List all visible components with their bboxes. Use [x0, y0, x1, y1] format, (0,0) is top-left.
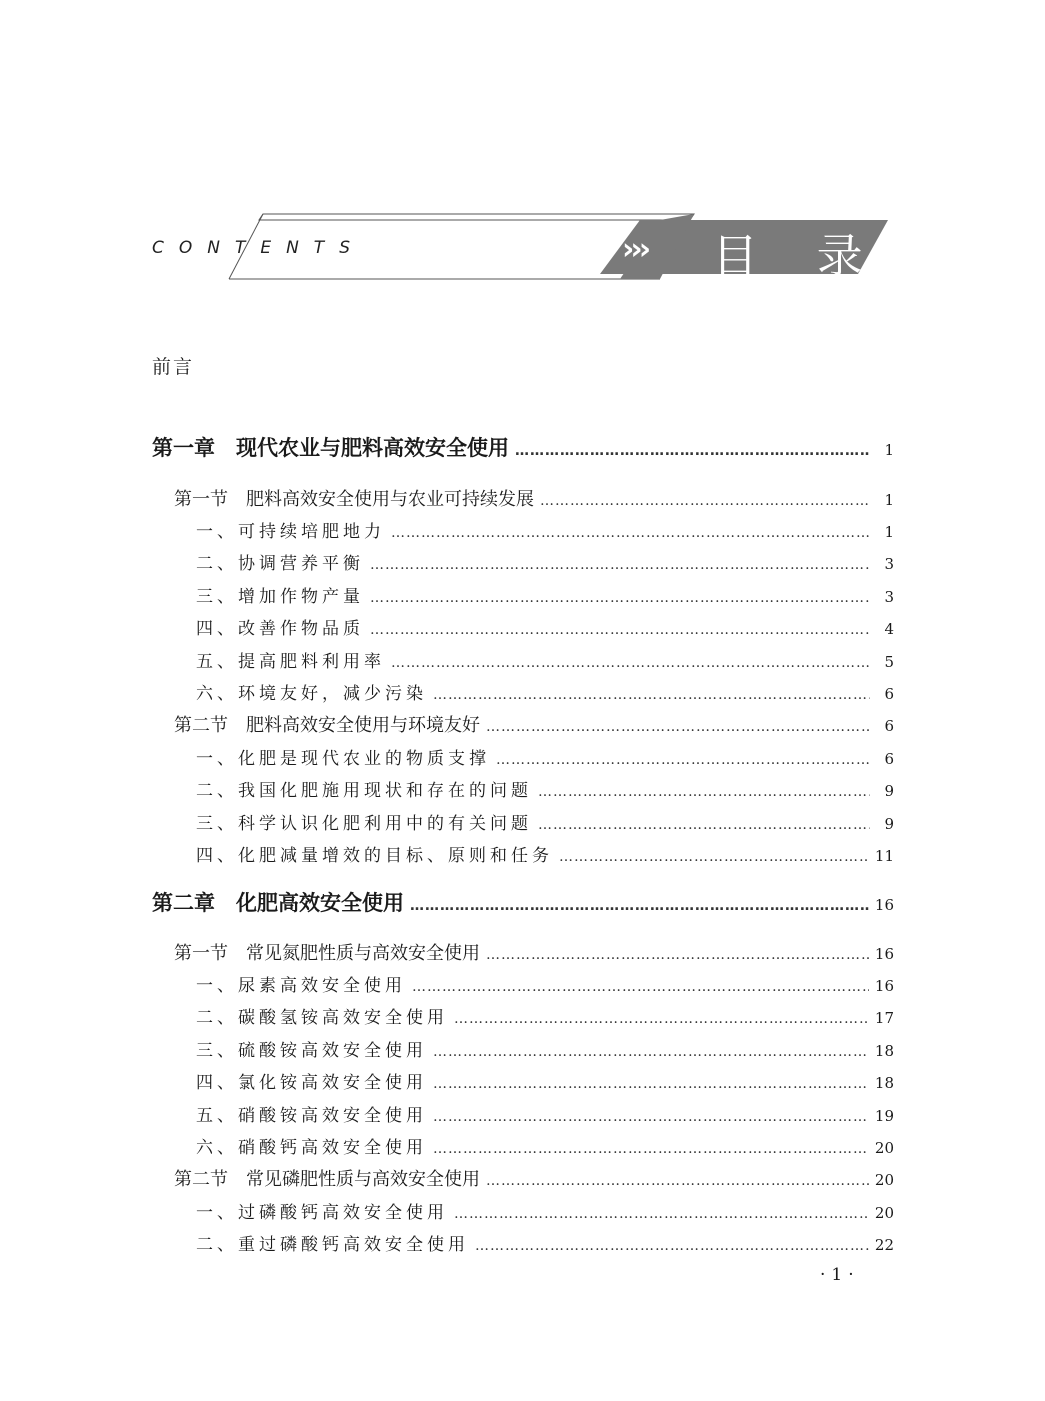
toc-leader [486, 1173, 869, 1189]
toc-label: 第一节 肥料高效安全使用与农业可持续发展 [174, 489, 534, 510]
toc-label: 六、硝酸钙高效安全使用 [196, 1138, 427, 1158]
toc-section[interactable] [174, 485, 894, 511]
toc-label: 第一节 常见氮肥性质与高效安全使用 [174, 943, 480, 964]
toc-page: 3 [884, 588, 894, 606]
toc-label: 第二节 肥料高效安全使用与环境友好 [174, 715, 480, 736]
toc-item[interactable] [196, 517, 894, 542]
toc-item[interactable] [196, 1230, 894, 1255]
toc-item[interactable] [196, 1198, 894, 1223]
toc-label: 三、增加作物产量 [196, 587, 364, 607]
toc-label: 一、过磷酸钙高效安全使用 [196, 1203, 448, 1223]
toc-leader [391, 655, 870, 671]
toc-leader [370, 557, 870, 573]
toc-leader [433, 1109, 869, 1125]
toc-page: 17 [874, 1009, 894, 1027]
toc-item[interactable] [196, 1068, 894, 1093]
toc-section[interactable] [174, 939, 894, 965]
toc-label: 二、协调营养平衡 [196, 554, 364, 574]
toc-leader [496, 752, 870, 768]
toc-leader [515, 443, 870, 459]
toc-item[interactable] [196, 841, 894, 866]
toc-label: 二、碳酸氢铵高效安全使用 [196, 1008, 448, 1028]
toc-label: 五、提高肥料利用率 [196, 652, 385, 672]
toc-item[interactable] [196, 1133, 894, 1158]
toc-page: 6 [884, 750, 894, 768]
toc-leader [540, 493, 870, 509]
toc-item[interactable] [196, 647, 894, 672]
toc-item[interactable] [196, 1101, 894, 1126]
toc-leader [433, 687, 870, 703]
toc-leader [538, 817, 870, 833]
toc-leader [410, 898, 869, 914]
toc-label: 第一章 现代农业与肥料高效安全使用 [152, 436, 509, 460]
toc-label: 三、硫酸铵高效安全使用 [196, 1041, 427, 1061]
toc-leader [454, 1011, 869, 1027]
toc-leader [370, 622, 870, 638]
toc-item[interactable] [196, 744, 894, 769]
toc-page: 4 [884, 620, 894, 638]
toc-page: 1 [884, 491, 894, 509]
toc-page: 16 [874, 896, 894, 914]
toc-chapter-1[interactable] [152, 432, 894, 462]
toc-page: 19 [874, 1107, 894, 1125]
toc-page: 11 [874, 847, 894, 865]
toc-label: 三、科学认识化肥利用中的有关问题 [196, 814, 532, 834]
toc-leader [486, 947, 869, 963]
toc-label: 一、化肥是现代农业的物质支撑 [196, 749, 490, 769]
toc-leader [412, 979, 869, 995]
toc-page: 5 [884, 653, 894, 671]
toc-leader [454, 1206, 869, 1222]
toc-item[interactable] [196, 549, 894, 574]
toc-item[interactable] [196, 971, 894, 996]
toc-page: 22 [874, 1236, 894, 1254]
toc-label: 四、氯化铵高效安全使用 [196, 1073, 427, 1093]
toc-label: 一、可持续培肥地力 [196, 522, 385, 542]
toc-page: 6 [884, 685, 894, 703]
toc-item[interactable] [196, 809, 894, 834]
toc-label: 第二节 常见磷肥性质与高效安全使用 [174, 1169, 480, 1190]
toc-leader [433, 1044, 869, 1060]
toc-leader [538, 784, 870, 800]
toc-leader [433, 1076, 869, 1092]
toc-page: 9 [884, 815, 894, 833]
toc-page: 9 [884, 782, 894, 800]
toc-leader [486, 719, 870, 735]
toc-item[interactable] [196, 614, 894, 639]
toc-leader [391, 525, 870, 541]
toc-label: 二、我国化肥施用现状和存在的问题 [196, 781, 532, 801]
toc-page: 20 [874, 1171, 894, 1189]
toc-preface[interactable]: 前言 [152, 356, 195, 378]
toc-page: 20 [874, 1204, 894, 1222]
toc-leader [370, 590, 870, 606]
toc-label: 四、化肥减量增效的目标、原则和任务 [196, 846, 553, 866]
toc-leader [475, 1238, 869, 1254]
toc-label: 一、尿素高效安全使用 [196, 976, 406, 996]
toc-label: 第二章 化肥高效安全使用 [152, 891, 404, 915]
toc-section[interactable] [174, 711, 894, 737]
toc-label: 四、改善作物品质 [196, 619, 364, 639]
toc-chapter-2[interactable] [152, 887, 894, 917]
toc-item[interactable] [196, 776, 894, 801]
toc-page: 1 [884, 523, 894, 541]
toc-page: 20 [874, 1139, 894, 1157]
toc-page: 16 [874, 945, 894, 963]
toc-item[interactable] [196, 1003, 894, 1028]
toc-label: 二、重过磷酸钙高效安全使用 [196, 1235, 469, 1255]
toc-page: 6 [884, 717, 894, 735]
toc-label: 六、环境友好，减少污染 [196, 684, 427, 704]
chevron-arrows-icon: ››› [622, 232, 648, 267]
toc-page: 1 [884, 441, 894, 459]
toc-leader [559, 849, 869, 865]
page-number: ·1· [820, 1265, 860, 1285]
toc-item[interactable] [196, 679, 894, 704]
banner-outline-top [259, 214, 694, 220]
toc-label: 五、硝酸铵高效安全使用 [196, 1106, 427, 1126]
toc-item[interactable] [196, 1036, 894, 1061]
toc-page: 18 [874, 1042, 894, 1060]
toc-leader [433, 1141, 869, 1157]
toc-section[interactable] [174, 1165, 894, 1191]
page-title: 目 录 [712, 229, 885, 283]
contents-word: CONTENTS [152, 238, 365, 258]
toc-page: 18 [874, 1074, 894, 1092]
toc-page: 3 [884, 555, 894, 573]
toc-item[interactable] [196, 582, 894, 607]
toc-page: 16 [874, 977, 894, 995]
